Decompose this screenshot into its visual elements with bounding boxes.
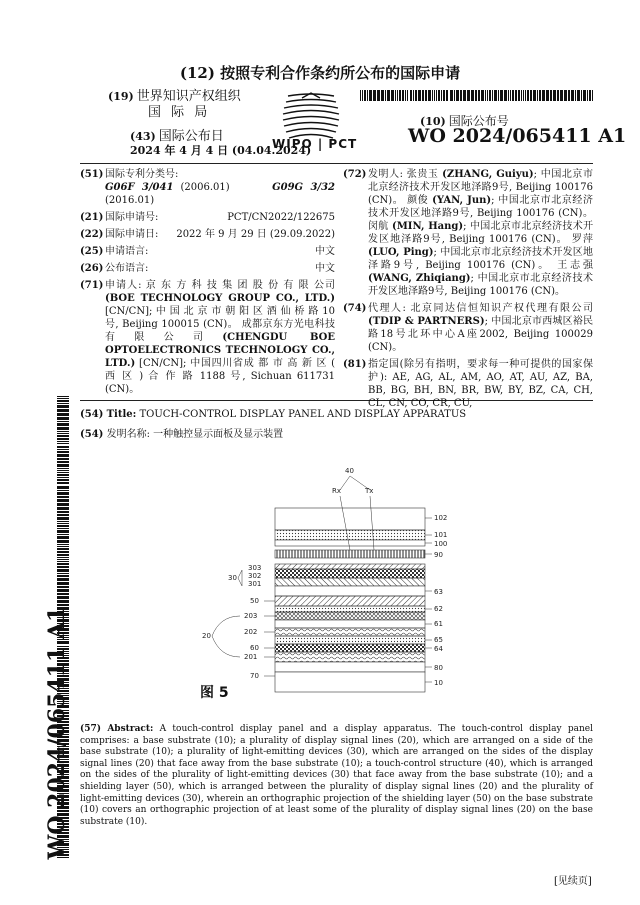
barcode-bar [508, 90, 509, 101]
barcode-bar [487, 90, 488, 101]
barcode-bar [571, 90, 574, 101]
layer-63 [275, 586, 425, 596]
barcode-bar [57, 536, 69, 539]
bibliographic-right [343, 168, 593, 414]
barcode-bar [364, 90, 366, 101]
field-74-agent: (74) 代理人: 北京同达信恒知识产权代理有限公司 (TDIP & PARTNERS); 中国北京市西城区裕民路18号北环中心A座2002, Beijing 100029 (CN)。 [343, 303, 593, 353]
label-50: 50 [250, 597, 259, 605]
barcode-bar [481, 90, 484, 101]
barcode-bar [57, 468, 69, 469]
barcode-bar [369, 90, 372, 101]
layer-65 [275, 636, 425, 644]
barcode-bar [589, 90, 591, 101]
barcode-bar [57, 490, 69, 491]
barcode-bar [407, 90, 408, 101]
barcode-bar [57, 398, 69, 399]
barcode-top-icon [360, 90, 593, 101]
barcode-bar [57, 470, 69, 471]
label-64: 64 [434, 645, 443, 653]
barcode-bar [381, 90, 384, 101]
field-21: (21) 国际申请号: PCT/CN2022/122675 [80, 212, 335, 223]
barcode-bar [57, 521, 69, 522]
barcode-bar [57, 403, 69, 404]
barcode-bar [57, 546, 69, 547]
barcode-bar [460, 90, 462, 101]
barcode-bar [57, 525, 69, 527]
figure-caption: 图 5 [200, 685, 229, 701]
barcode-bar [425, 90, 427, 101]
pub-date-label: (43) 国际公布日 [130, 129, 224, 144]
barcode-bar [391, 90, 394, 101]
barcode-bar [385, 90, 386, 101]
barcode-bar [399, 90, 401, 101]
barcode-bar [537, 90, 538, 101]
barcode-bar [57, 559, 69, 560]
label-61: 61 [434, 620, 443, 628]
barcode-bar [418, 90, 421, 101]
barcode-bar [432, 90, 433, 101]
barcode-bar [57, 530, 69, 533]
barcode-bar [57, 423, 69, 426]
barcode-bar [413, 90, 414, 101]
barcode-bar [57, 454, 69, 457]
figure-5-cross-section [180, 460, 460, 700]
barcode-bar [57, 435, 69, 437]
pub-number: WO 2024/065411 A1 [408, 125, 627, 147]
barcode-bar [434, 90, 435, 101]
barcode-bar [575, 90, 576, 101]
label-201: 201 [244, 653, 258, 661]
barcode-bar [57, 548, 69, 550]
barcode-bar [539, 90, 541, 101]
barcode-bar [57, 417, 69, 420]
barcode-bar [523, 90, 524, 101]
barcode-bar [57, 544, 69, 545]
layer-62 [275, 606, 425, 612]
barcode-bar [527, 90, 529, 101]
barcode-bar [500, 90, 503, 101]
barcode-bar [498, 90, 499, 101]
barcode-bar [530, 90, 532, 101]
title-cn: (54) 发明名称: 一种触控显示面板及显示装置 [80, 429, 284, 440]
barcode-bar [504, 90, 507, 101]
barcode-bar [360, 90, 361, 101]
field-81-designated-states: (81) 指定国(除另有指明，要求每一种可提供的国家保护): AE, AG, AL, AM, AO, AT, AU, AZ, BA, BB, BG, BH, BN, BR, BW, BY, BZ, CA, CH, CL, CN, CO, CR, CU, [343, 359, 593, 409]
field-26: (26) 公布语言: 中文 [80, 263, 335, 274]
barcode-bar [557, 90, 559, 101]
barcode-bar [395, 90, 396, 101]
barcode-bar [550, 90, 552, 101]
barcode-bar [546, 90, 549, 101]
barcode-bar [492, 90, 493, 101]
barcode-bar [57, 477, 69, 478]
barcode-bar [515, 90, 517, 101]
document-title: (12) 按照专利合作条约所公布的国际申请 [179, 64, 461, 82]
barcode-bar [57, 499, 69, 502]
barcode-bar [463, 90, 466, 101]
layer-201 [275, 652, 425, 662]
layer-202 [275, 628, 425, 636]
barcode-bar [57, 446, 69, 448]
side-pub-number: WO 2024/065411 A1 [44, 606, 70, 860]
field-51: (51) 国际专利分类号: G06F 3/041 (2006.01) G09G 3/32 (2016.01) [80, 169, 335, 206]
label-60: 60 [250, 644, 259, 652]
layer-10 [275, 672, 425, 692]
barcode-bar [57, 551, 69, 553]
barcode-bar [456, 90, 459, 101]
field-71-applicants: (71) 申请人: 京 东 方 科 技 集 团 股 份 有 限 公司(BOE TECHNOLOGY GROUP CO., LTD.) [CN/CN]; 中 国 北 京 市 朝 阳 区 酒 仙 桥 路 10 号, Beijing 100015 (CN)。 成都京东方光电科技有限公司(CHENGDU BOE OPTOELECTRONICS TECHNOLOGY CO., LTD.) [CN/CN]; 中国四川省成 都 市 高 新 区 ( 西 区 ) 合 作 路 1188 号, Sichuan 611731 (CN)。 [80, 280, 336, 395]
barcode-bar [57, 441, 69, 442]
barcode-bar [446, 90, 448, 101]
barcode-bar [57, 431, 69, 432]
layer-302 [275, 569, 425, 578]
barcode-bar [397, 90, 398, 101]
barcode-bar [471, 90, 474, 101]
barcode-bar [57, 461, 69, 463]
barcode-bar [553, 90, 556, 101]
label-90: 90 [434, 551, 443, 559]
barcode-bar [57, 409, 69, 412]
barcode-bar [57, 458, 69, 460]
barcode-bar [57, 421, 69, 422]
barcode-bar [57, 474, 69, 476]
barcode-bar [410, 90, 412, 101]
barcode-bar [373, 90, 376, 101]
label-70: 70 [250, 672, 259, 680]
label-301: 301 [248, 580, 262, 588]
barcode-bar [577, 90, 580, 101]
label-102: 102 [434, 514, 448, 522]
layer-203 [275, 612, 425, 620]
barcode-bar [57, 427, 69, 430]
barcode-bar [436, 90, 437, 101]
barcode-bar [518, 90, 520, 101]
barcode-bar [467, 90, 470, 101]
label-302: 302 [248, 572, 262, 580]
barcode-bar [57, 514, 69, 516]
label-65: 65 [434, 636, 443, 644]
barcode-bar [428, 90, 431, 101]
barcode-bar [57, 479, 69, 481]
barcode-bar [405, 90, 406, 101]
organization-name: (19) 世界知识产权组织 [108, 89, 241, 104]
barcode-bar [512, 90, 514, 101]
barcode-bar [489, 90, 491, 101]
layer-102 [275, 508, 425, 530]
label-63: 63 [434, 588, 443, 596]
layer-64 [275, 644, 425, 652]
barcode-bar [415, 90, 417, 101]
label-30: 30 [228, 574, 237, 582]
barcode-bar [362, 90, 363, 101]
barcode-bar [525, 90, 526, 101]
label-80: 80 [434, 664, 443, 672]
barcode-bar [57, 405, 69, 408]
barcode-bar [521, 90, 522, 101]
layer-80 [275, 662, 425, 672]
continued-note: [见续页] [554, 876, 592, 887]
barcode-bar [57, 534, 69, 535]
barcode-bar [57, 451, 69, 453]
label-40: 40 [345, 467, 354, 475]
barcode-bar [568, 90, 570, 101]
barcode-bar [367, 90, 368, 101]
barcode-bar [443, 90, 445, 101]
barcode-bar [57, 396, 69, 397]
title-en: (54) Title: TOUCH-CONTROL DISPLAY PANEL AND DISPLAY APPARATUS [80, 409, 467, 420]
divider [80, 163, 593, 164]
label-tx: Tx [365, 487, 374, 495]
barcode-bar [57, 511, 69, 513]
barcode-bar [475, 90, 477, 101]
label-100: 100 [434, 540, 448, 548]
barcode-bar [581, 90, 582, 101]
abstract: (57) Abstract: A touch-control display panel and a display apparatus. The touch-control display panel comprises: a base substrate (10); a plurality of display signal lines (20), which are arranged on a side of the base substrate (10); a plurality of light-emitting devices (30), which are arranged on the sides of the display signal lines (20) that face away from the base substrate (10); a touch-control structure (40), which is arranged on the sides of the plurality of light-emitting devices (30) that face away from the base substrate (10); and a shielding layer (50), which is arranged between the plurality of display signal lines (20) and the plurality of light-emitting devices (30), wherein an orthographic projection of the shielding layer (50) on the base substrate (10) covers an orthographic projection of at least some of the plurality of display signal lines (20) on the base substrate (10). [80, 724, 593, 827]
field-25: (25) 申请语言: 中文 [80, 246, 335, 257]
barcode-bar [583, 90, 586, 101]
barcode-bar [57, 433, 69, 434]
label-rx: Rx [332, 487, 342, 495]
barcode-bar [57, 523, 69, 524]
barcode-bar [592, 90, 593, 101]
wipo-pct-text: WIPO | PCT [272, 137, 358, 151]
barcode-bar [377, 90, 380, 101]
organization-sub: 国 际 局 [148, 105, 211, 120]
barcode-bar [57, 554, 69, 556]
barcode-bar [587, 90, 588, 101]
barcode-bar [402, 90, 404, 101]
barcode-bar [57, 464, 69, 467]
barcode-bar [57, 503, 69, 506]
layer-303 [275, 564, 425, 569]
barcode-bar [57, 486, 69, 489]
pub-date-value: 2024 年 4 月 4 日 (04.04.2024) [130, 144, 312, 157]
barcode-bar [57, 413, 69, 416]
barcode-bar [560, 90, 563, 101]
layer-90 [275, 550, 425, 558]
bibliographic-left [80, 168, 335, 400]
barcode-bar [57, 472, 69, 473]
barcode-bar [422, 90, 424, 101]
barcode-bar [450, 90, 453, 101]
barcode-bar [564, 90, 567, 101]
barcode-bar [454, 90, 455, 101]
barcode-bar [57, 449, 69, 450]
barcode-bar [57, 528, 69, 529]
barcode-bar [494, 90, 497, 101]
barcode-bar [441, 90, 442, 101]
label-203: 203 [244, 612, 258, 620]
barcode-bar [57, 561, 69, 562]
label-303: 303 [248, 564, 262, 572]
barcode-bar [485, 90, 486, 101]
barcode-bar [57, 496, 69, 498]
field-22: (22) 国际申请日: 2022 年 9 月 29 日 (29.09.2022) [80, 229, 335, 240]
pub-number-label: (10) 国际公布号 [420, 114, 509, 128]
barcode-bar [57, 517, 69, 520]
barcode-bar [478, 90, 480, 101]
barcode-bar [57, 482, 69, 484]
label-101: 101 [434, 531, 448, 539]
barcode-bar [57, 507, 69, 510]
layer-101 [275, 530, 425, 540]
barcode-bar [438, 90, 440, 101]
barcode-bar [57, 443, 69, 444]
layer-100 [275, 540, 425, 546]
layer-50 [275, 596, 425, 606]
barcode-bar [57, 492, 69, 495]
barcode-bar [542, 90, 545, 101]
layer-61 [275, 620, 425, 628]
barcode-bar [57, 438, 69, 440]
barcode-bar [57, 557, 69, 558]
label-202: 202 [244, 628, 258, 636]
barcode-bar [57, 540, 69, 543]
label-62: 62 [434, 605, 443, 613]
barcode-bar [57, 400, 69, 402]
barcode-bar [533, 90, 536, 101]
barcode-bar [387, 90, 390, 101]
barcode-bar [510, 90, 511, 101]
layer-301 [275, 578, 425, 586]
label-10: 10 [434, 679, 443, 687]
label-20: 20 [202, 632, 211, 640]
field-72-inventors: (72) 发明人: 张贵玉 (ZHANG, Guiyu); 中国北京市北京经济技术开发区地泽路9号, Beijing 100176 (CN)。 颜俊 (YAN, Jun); 中国北京市北京经济技术开发区地泽路9号, Beijing 100176 (CN)。 闵航 (MIN, Hang); 中国北京市北京经济技术开发区地泽路9号, Beijing 100176 (CN)。 罗萍 (LUO, Ping); 中国北京市北京经济技术开发区地泽路9号, Beijing 100176 (CN)。 王志强(WANG, Zhiqiang); 中国北京市北京经济技术开发区地泽路9号, Beijing 100176 (CN)。 [343, 169, 593, 297]
